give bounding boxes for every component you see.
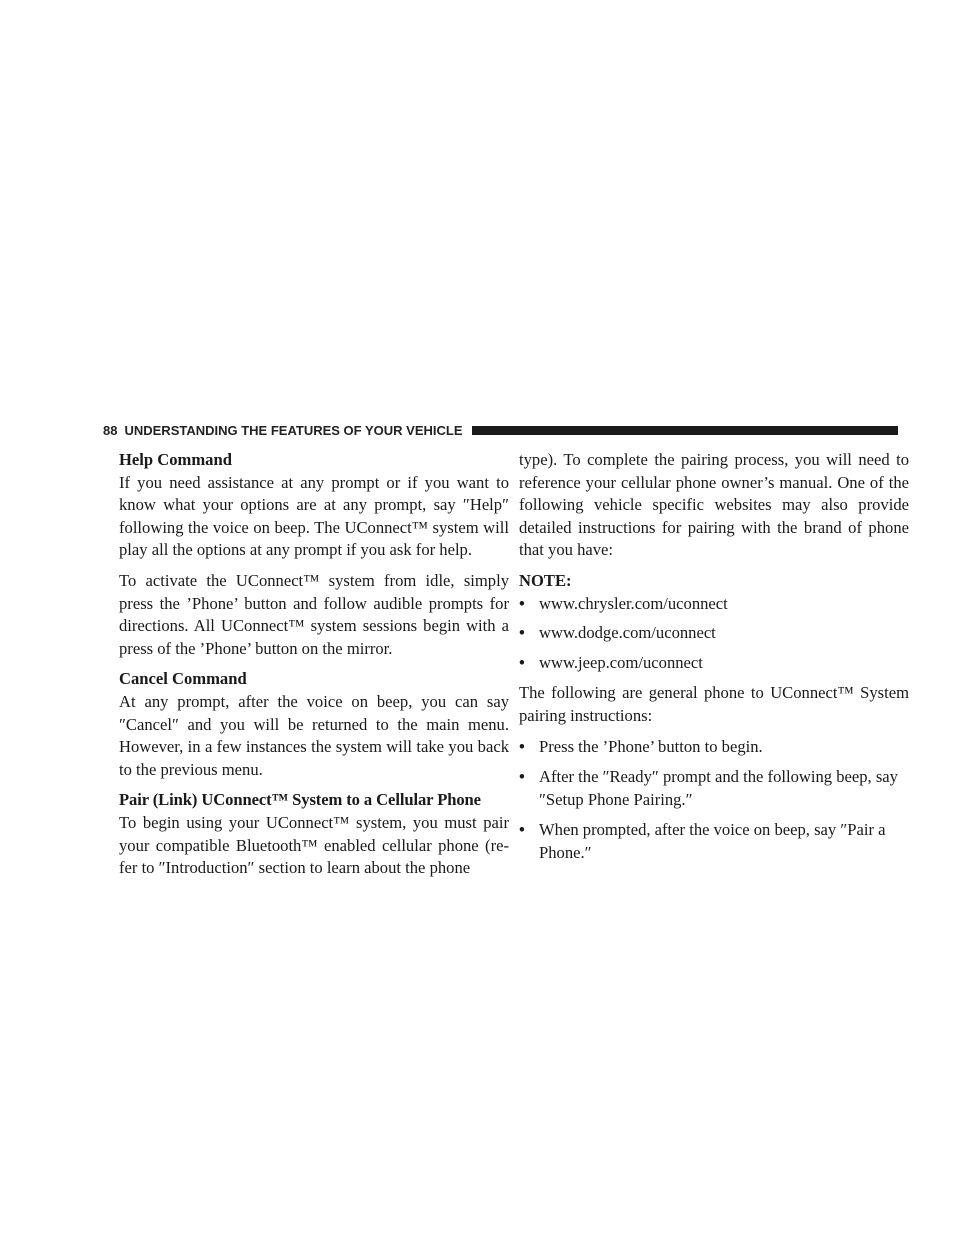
pair-heading: Pair (Link) UConnect™ System to a Cellular Phone	[119, 790, 481, 810]
website-text: www.jeep.com/uconnect	[539, 652, 703, 672]
note-label: NOTE:	[519, 570, 572, 590]
right-column	[519, 449, 909, 873]
header-rule	[472, 426, 899, 435]
list-item	[519, 766, 909, 811]
general-instructions-paragraph: The following are general phone to UConnect™ System pairing instructions:	[519, 683, 909, 725]
bullet-icon: •	[519, 736, 525, 756]
cancel-paragraph: At any prompt, after the voice on beep, you can say ″Cancel″ and you will be returned to the main menu. However, in a few instances the system will take you back to the previous menu.	[119, 691, 509, 779]
list-item	[519, 622, 909, 645]
bullet-icon: •	[519, 767, 525, 787]
list-item	[519, 652, 909, 675]
page-number: 88	[103, 422, 118, 438]
pair-paragraph: To begin using your UConnect™ system, you must pair your compatible Bluetooth™ enabled cellular phone (re-fer to ″Introduction″ section to learn about the phone	[119, 812, 509, 878]
bullet-icon: •	[519, 593, 525, 613]
pairing-steps-list	[519, 736, 909, 865]
step-text: Press the ’Phone’ button to begin.	[539, 736, 763, 756]
bullet-icon: •	[519, 623, 525, 643]
page-header	[103, 419, 898, 441]
step-text: After the ″Ready″ prompt and the following beep, say ″Setup Phone Pairing.″	[539, 767, 898, 809]
website-text: www.dodge.com/uconnect	[539, 623, 716, 643]
list-item	[519, 736, 909, 759]
list-item	[519, 593, 909, 616]
help-paragraph-1: If you need assistance at any prompt or if you want to know what your options are at any prompt, say ″Help″ following the voice on beep. The UConnect™ system will play all the options at any prompt if you ask for help.	[119, 472, 509, 560]
pairing-continued-paragraph: type). To complete the pairing process, you will need to reference your cellular phone owner’s manual. One of the following vehicle specific websites may also provide detailed instructions for pairing with the brand of phone that you have:	[519, 450, 909, 560]
list-item	[519, 819, 909, 864]
left-column	[119, 449, 509, 888]
help-command-heading: Help Command	[119, 450, 232, 469]
website-list	[519, 593, 909, 675]
cancel-command-heading: Cancel Command	[119, 669, 247, 689]
bullet-icon: •	[519, 652, 525, 672]
step-text: When prompted, after the voice on beep, say ″Pair a Phone.″	[539, 820, 886, 862]
bullet-icon: •	[519, 820, 525, 840]
website-text: www.chrysler.com/uconnect	[539, 593, 728, 613]
help-paragraph-2: To activate the UConnect™ system from idle, simply press the ’Phone’ button and follow audible prompts for directions. All UConnect™ system sessions begin with a press of the ’Phone’ button on the mirror.	[119, 570, 509, 658]
section-title: UNDERSTANDING THE FEATURES OF YOUR VEHICLE	[124, 422, 463, 438]
